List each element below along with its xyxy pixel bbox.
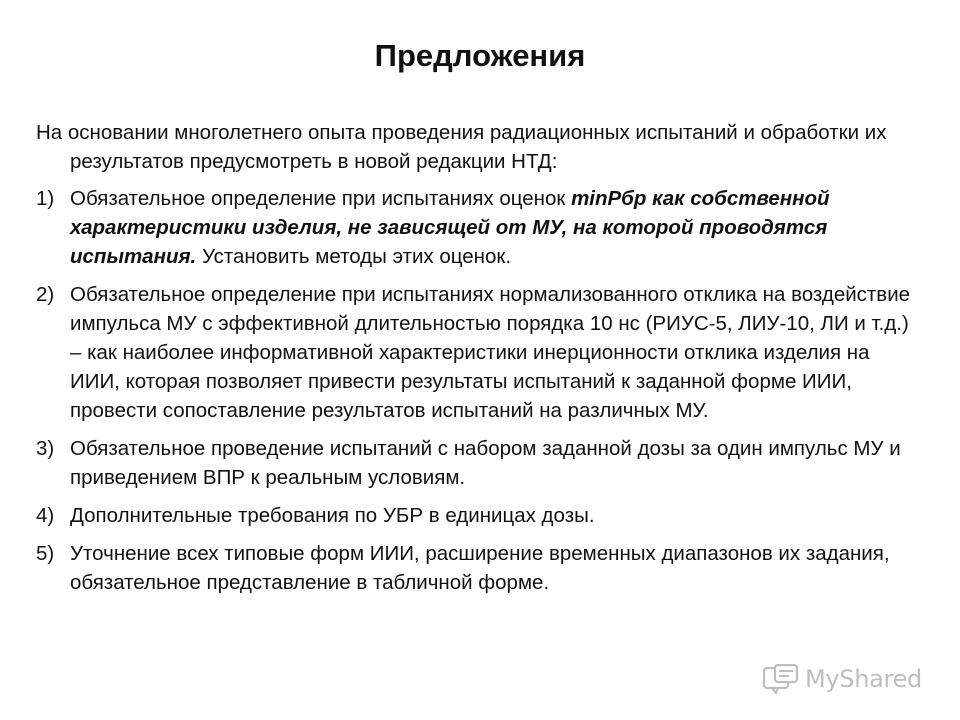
- list-item-number: 2): [36, 283, 55, 306]
- myshared-logo-icon: [763, 664, 799, 694]
- list-item-text: Обязательное проведение испытаний с набором заданной дозы за один импульс МУ и приведением ВПР к реальным условиям.: [70, 437, 901, 489]
- list-item-text: Дополнительные требования по УБР в единицах дозы.: [70, 504, 595, 527]
- list-item-number: 1): [36, 187, 55, 210]
- watermark: [763, 664, 922, 694]
- list-item: [36, 501, 916, 530]
- list-item-text-end: Установить методы этих оценок.: [196, 245, 512, 268]
- slide-title: Предложения: [374, 38, 586, 73]
- list-item: [36, 184, 916, 271]
- list-item-emphasis: minPбр как собственной характеристики изделия, не зависящей от МУ, на которой проводятся испытания.: [70, 187, 830, 268]
- list-item: [36, 539, 916, 597]
- slide-body: [36, 118, 916, 606]
- list-item-text: Уточнение всех типовые форм ИИИ, расширение временных диапазонов их задания, обязательное представление в табличной форме.: [70, 542, 890, 594]
- list-item-text: [70, 184, 916, 271]
- intro-paragraph: На основании многолетнего опыта проведения радиационных испытаний и обработки их результатов предусмотреть в новой редакции НТД:: [36, 121, 887, 173]
- list-item-text: Обязательное определение при испытаниях нормализованного отклика на воздействие импульса МУ с эффективной длительностью порядка 10 нс (РИУС-5, ЛИУ-10, ЛИ и т.д.) – как наиболее информативной характеристики инерционности отклика изделия на ИИИ, которая позволяет привести результаты испытаний к заданной форме ИИИ, провести сопоставление результатов испытаний на различных МУ.: [70, 283, 911, 422]
- watermark-text: MyShared: [804, 665, 922, 693]
- list-item: [36, 434, 916, 492]
- list-item-text-start: Обязательное определение при испытаниях оценок: [70, 187, 572, 210]
- list-item-number: 3): [36, 437, 55, 460]
- list-item-number: 4): [36, 504, 55, 527]
- list-item-number: 5): [36, 542, 55, 565]
- list-item: [36, 280, 916, 425]
